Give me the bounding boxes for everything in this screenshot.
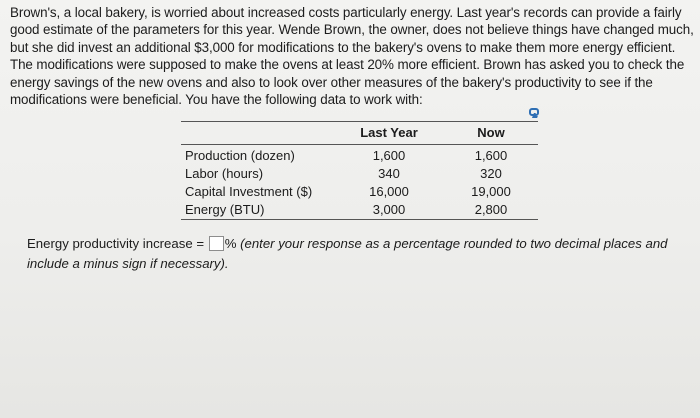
table-row: [181, 147, 538, 165]
row-label: Energy (BTU): [185, 202, 265, 217]
data-table: [181, 121, 538, 220]
row-last-year-value: 16,000: [369, 184, 409, 199]
copy-data-icon[interactable]: [529, 108, 539, 116]
answer-input[interactable]: [209, 236, 224, 251]
table-header-row: [181, 122, 538, 145]
table-row: [181, 165, 538, 183]
row-label: Production (dozen): [185, 148, 295, 163]
row-last-year-value: 1,600: [372, 148, 406, 163]
row-label: Capital Investment ($): [185, 184, 313, 199]
row-last-year-value: 3,000: [372, 202, 406, 217]
header-last-year: Last Year: [360, 125, 418, 140]
percent-suffix: %: [224, 236, 237, 251]
problem-statement: Brown's, a local bakery, is worried about increased costs particularly energy. Last year's records can provide a fairly good estimate of the parameters for this year. Wende Brown, the owner, does not believe things have changed much, but she did invest an additional $3,000 for modifications to the bakery's ovens to make them more energy efficient. The modifications were supposed to make the ovens at least 20% more efficient. Brown has asked you to check the energy savings of the new ovens and also to look over other measures of the bakery's productivity to see if the modifications were beneficial. You have the following data to work with:: [10, 5, 694, 108]
question-instruction: (enter your response as a percentage rounded to two decimal places and include a minus sign if necessary).: [27, 236, 668, 271]
table-row: [181, 201, 538, 219]
question: [27, 234, 697, 274]
table-row: [181, 183, 538, 201]
row-now-value: 2,800: [474, 202, 508, 217]
row-now-value: 19,000: [471, 184, 511, 199]
row-label: Labor (hours): [185, 166, 264, 181]
row-now-value: 1,600: [474, 148, 508, 163]
row-last-year-value: 340: [378, 166, 400, 181]
header-now: Now: [477, 125, 505, 140]
row-now-value: 320: [480, 166, 502, 181]
question-label: Energy productivity increase =: [27, 236, 205, 251]
